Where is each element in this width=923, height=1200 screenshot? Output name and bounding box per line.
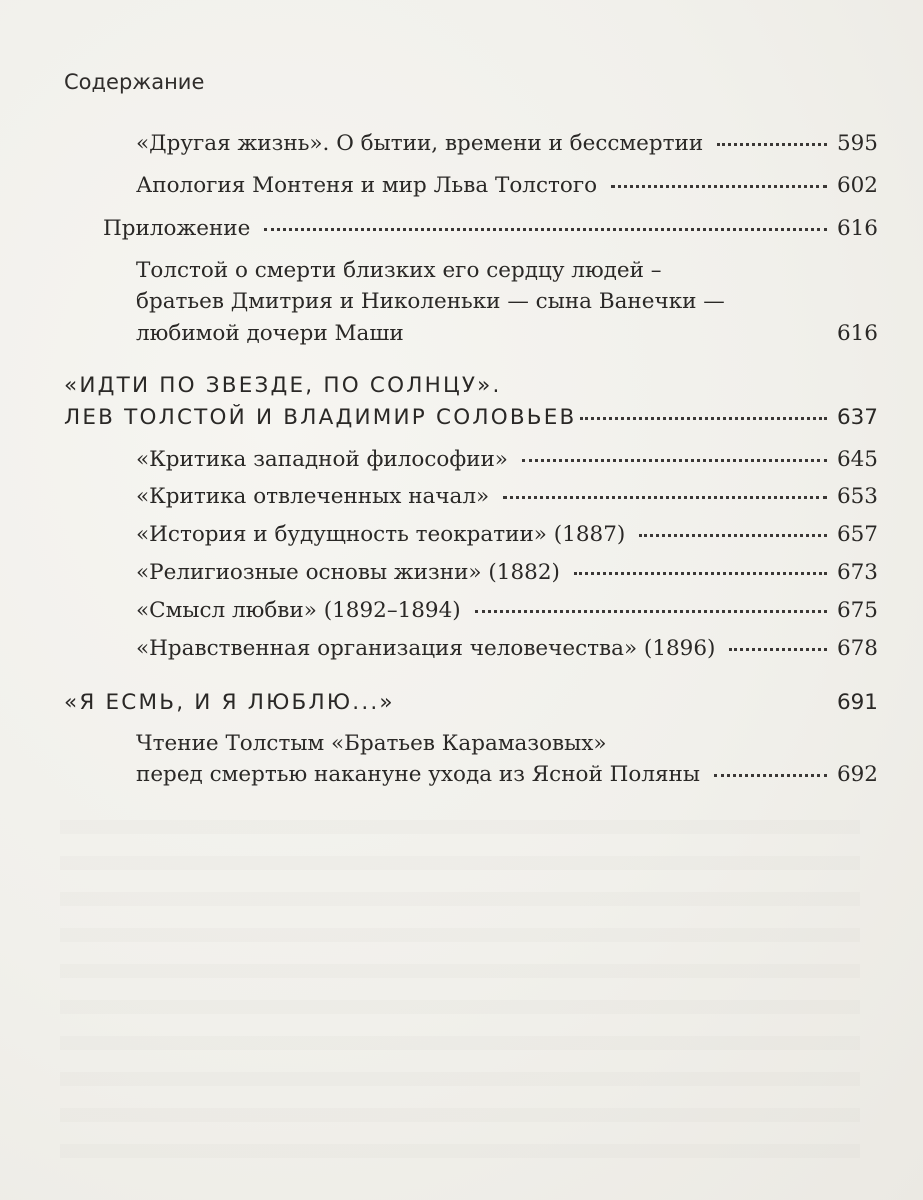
dot-leader bbox=[503, 496, 827, 499]
dot-leader bbox=[714, 774, 827, 777]
toc-entry-religious-foundations[interactable] bbox=[136, 562, 878, 584]
toc-entry-title: «История и будущность теократии» (1887) bbox=[136, 522, 626, 547]
toc-entry-meaning-of-love[interactable] bbox=[136, 600, 878, 622]
toc-entry-title: любимой дочери Маши bbox=[136, 321, 404, 346]
dot-leader bbox=[639, 534, 827, 537]
toc-page-number: 678 bbox=[836, 636, 878, 661]
toc-entry-title: «Нравственная организация человечества» (1896) bbox=[136, 636, 716, 661]
toc-page-number: 675 bbox=[836, 598, 878, 623]
toc-entry-title: Апология Монтеня и мир Льва Толстого bbox=[136, 173, 598, 198]
toc-entry-moral-organization[interactable] bbox=[136, 638, 878, 660]
toc-entry-critique-abstract[interactable] bbox=[136, 486, 878, 508]
show-through-texture bbox=[60, 820, 860, 1180]
toc-page-number: 692 bbox=[836, 762, 878, 787]
dot-leader bbox=[264, 228, 827, 231]
toc-page-number: 637 bbox=[836, 405, 878, 430]
toc-entry-montaigne[interactable] bbox=[136, 175, 878, 197]
toc-entry-line: Толстой о смерти близких его сердцу людей – bbox=[136, 258, 662, 283]
toc-page-number: 616 bbox=[836, 216, 878, 241]
running-header: Содержание bbox=[64, 70, 205, 94]
toc-page-number: 653 bbox=[836, 484, 878, 509]
toc-section-tolstoy-solovyov[interactable] bbox=[64, 407, 878, 429]
toc-page-number: 645 bbox=[836, 447, 878, 472]
toc-page-number: 657 bbox=[836, 522, 878, 547]
toc-section-i-am-i-love[interactable] bbox=[64, 692, 878, 714]
dot-leader bbox=[611, 185, 827, 188]
toc-entry-title: «Смысл любви» (1892–1894) bbox=[136, 598, 461, 623]
toc-section-title: ЛЕВ ТОЛСТОЙ И ВЛАДИМИР СОЛОВЬЕВ bbox=[64, 405, 577, 430]
dot-leader bbox=[522, 459, 827, 462]
toc-entry-other-life[interactable] bbox=[136, 133, 878, 155]
toc-page-number: 595 bbox=[836, 131, 878, 156]
toc-page-number: 616 bbox=[836, 321, 878, 346]
dot-leader bbox=[574, 572, 827, 575]
dot-leader bbox=[580, 417, 826, 420]
toc-entry-title: «Другая жизнь». О бытии, времени и бессмертии bbox=[136, 131, 704, 156]
dot-leader bbox=[729, 648, 827, 651]
toc-entry-title: «Критика западной философии» bbox=[136, 447, 508, 472]
toc-entry-title: «Критика отвлеченных начал» bbox=[136, 484, 490, 509]
dot-leader bbox=[418, 333, 827, 336]
toc-entry-line: братьев Дмитрия и Николеньки — сына Ванечки — bbox=[136, 289, 725, 314]
toc-entry-deaths[interactable] bbox=[136, 323, 878, 345]
section-title-line: «ИДТИ ПО ЗВЕЗДЕ, ПО СОЛНЦУ». bbox=[64, 373, 502, 398]
dot-leader bbox=[717, 143, 827, 146]
toc-entry-appendix[interactable] bbox=[103, 218, 878, 240]
toc-page-number: 602 bbox=[836, 173, 878, 198]
toc-entry-theocracy[interactable] bbox=[136, 524, 878, 546]
toc-page-number: 691 bbox=[836, 690, 878, 715]
toc-entry-critique-western[interactable] bbox=[136, 449, 878, 471]
toc-entry-title: «Религиозные основы жизни» (1882) bbox=[136, 560, 560, 585]
dot-leader bbox=[475, 610, 827, 613]
toc-entry-title: Приложение bbox=[103, 216, 251, 241]
toc-entry-line: Чтение Толстым «Братьев Карамазовых» bbox=[136, 731, 607, 756]
toc-entry-title: перед смертью накануне ухода из Ясной Поляны bbox=[136, 762, 700, 787]
dot-leader bbox=[409, 702, 827, 705]
toc-page-number: 673 bbox=[836, 560, 878, 585]
toc-section-title: «Я ЕСМЬ, И Я ЛЮБЛЮ...» bbox=[64, 690, 395, 715]
toc-entry-karamazov-reading[interactable] bbox=[136, 764, 878, 786]
